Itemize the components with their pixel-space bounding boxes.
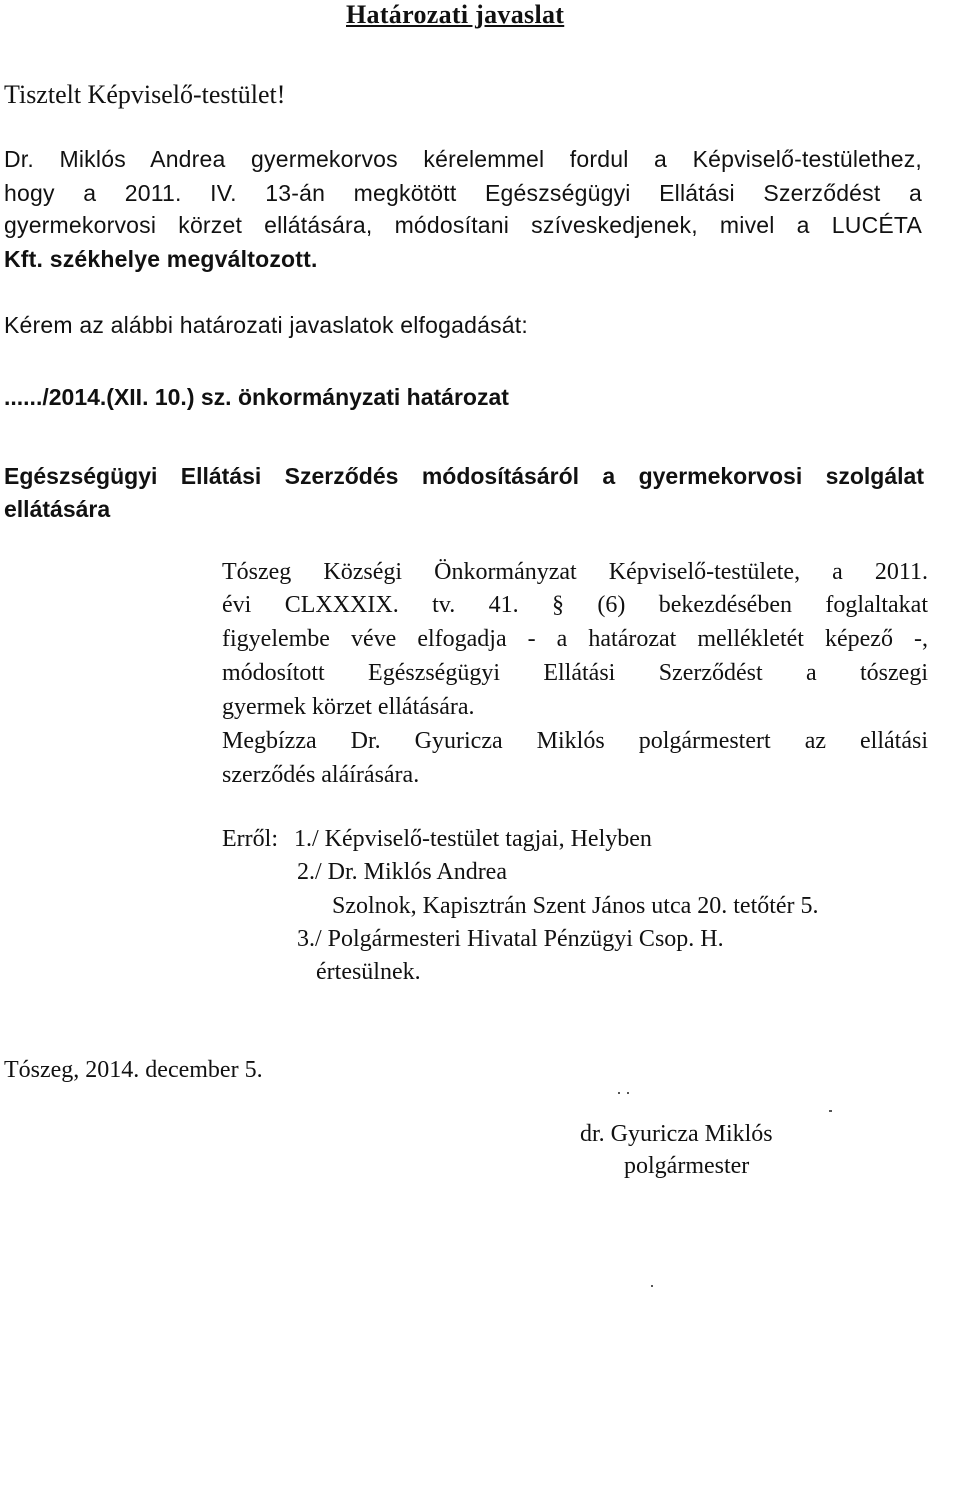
intro-line-1: Dr. Miklós Andrea gyermekorvos kérelemmel fordul a Képviselő-testülethez, bbox=[4, 146, 922, 172]
notify-item-2-address: Szolnok, Kapisztrán Szent János utca 20. tetőtér 5. bbox=[332, 893, 819, 919]
resolution-body-line: évi CLXXXIX. tv. 41. § (6) bekezdésében foglaltakat bbox=[222, 592, 928, 618]
scan-speck bbox=[651, 1285, 653, 1287]
resolution-body-line: Megbízza Dr. Gyuricza Miklós polgármestert az ellátási bbox=[222, 728, 928, 754]
signature-mark bbox=[618, 1092, 620, 1094]
resolution-body-line: gyermek körzet ellátására. bbox=[222, 694, 475, 720]
greeting: Tisztelt Képviselő-testület! bbox=[4, 80, 286, 109]
signature-name: dr. Gyuricza Miklós bbox=[580, 1121, 773, 1147]
resolution-body-line: szerződés aláírására. bbox=[222, 762, 420, 788]
signature-mark bbox=[627, 1092, 629, 1094]
request-text: Kérem az alábbi határozati javaslatok elfogadását: bbox=[4, 312, 528, 338]
resolution-subject: Egészségügyi Ellátási Szerződés módosításáról a gyermekorvosi szolgálat ellátására bbox=[4, 463, 924, 522]
notify-item-3: 3./ Polgármesteri Hivatal Pénzügyi Csop. H. bbox=[297, 926, 724, 952]
resolution-body-line: figyelembe véve elfogadja - a határozat mellékletét képező -, bbox=[222, 626, 928, 652]
signature-mark bbox=[829, 1110, 832, 1112]
place-date: Tószeg, 2014. december 5. bbox=[4, 1057, 263, 1083]
intro-line-4: Kft. székhelye megváltozott. bbox=[4, 246, 318, 272]
resolution-number: ....../2014.(XII. 10.) sz. önkormányzati határozat bbox=[4, 384, 509, 410]
signature-title: polgármester bbox=[624, 1153, 750, 1179]
notify-label: Erről: bbox=[222, 826, 278, 852]
resolution-body-line: módosított Egészségügyi Ellátási Szerződést a tószegi bbox=[222, 660, 928, 686]
intro-line-3: gyermekorvosi körzet ellátására, módosítani szíveskedjenek, mivel a LUCÉTA bbox=[4, 212, 922, 238]
intro-line-2: hogy a 2011. IV. 13-án megkötött Egészségügyi Ellátási Szerződést a bbox=[4, 180, 922, 206]
notify-item-2: 2./ Dr. Miklós Andrea bbox=[297, 859, 507, 885]
notify-item-1: 1./ Képviselő-testület tagjai, Helyben bbox=[294, 826, 652, 852]
notify-closing: értesülnek. bbox=[316, 959, 421, 985]
document-title: Határozati javaslat bbox=[346, 0, 565, 29]
resolution-body-line: Tószeg Községi Önkormányzat Képviselő-testülete, a 2011. bbox=[222, 559, 928, 585]
